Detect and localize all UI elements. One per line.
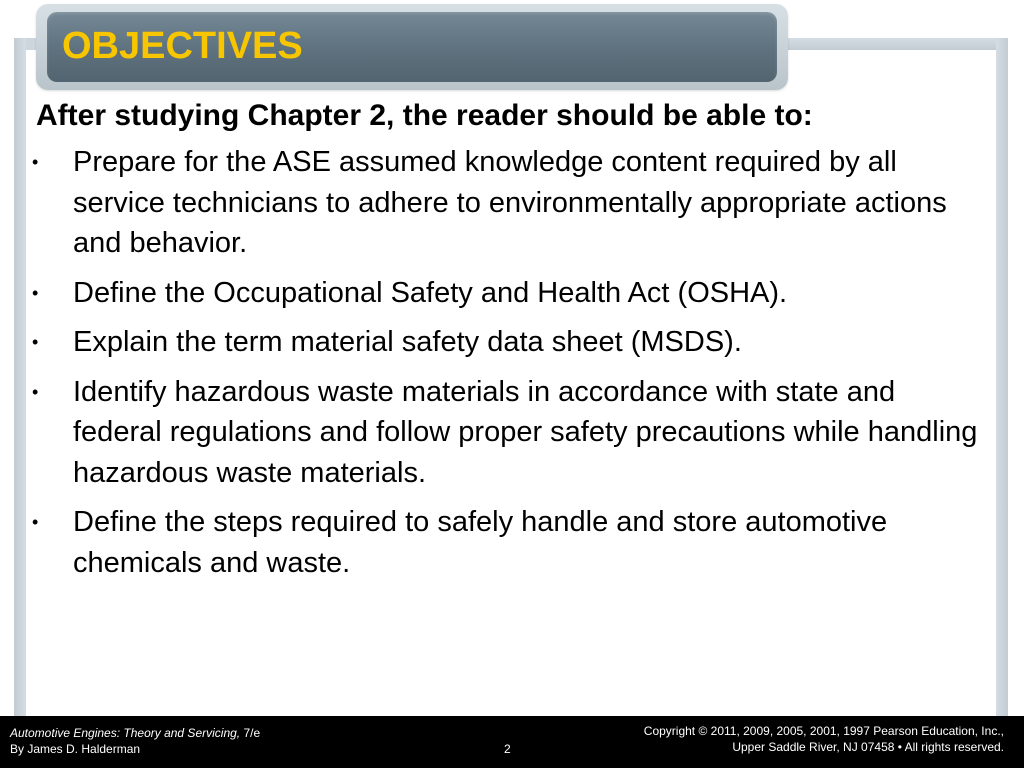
- bullet-icon: •: [32, 381, 39, 402]
- list-item: [32, 502, 991, 583]
- bullet-icon: •: [32, 282, 39, 303]
- book-author: By James D. Halderman: [10, 742, 141, 756]
- book-title-text: Automotive Engines: Theory and Servicing,: [10, 726, 241, 740]
- page-number: 2: [504, 742, 511, 756]
- bullet-icon: •: [32, 332, 39, 352]
- book-edition: 7/e: [240, 726, 261, 740]
- slide-footer: [0, 716, 1024, 768]
- objective-text: Explain the term material safety data sheet (MSDS).: [73, 326, 742, 358]
- frame-top-border: [778, 38, 1008, 50]
- list-item: [32, 142, 991, 264]
- slide-body: [32, 96, 991, 592]
- list-item: [32, 273, 991, 314]
- list-item: [32, 372, 991, 494]
- intro-text: After studying Chapter 2, the reader should be able to:: [36, 99, 813, 132]
- objectives-list: [32, 142, 991, 583]
- frame-left-border: [14, 38, 26, 718]
- slide-title: OBJECTIVES: [62, 25, 303, 67]
- copyright-line-2: Upper Saddle River, NJ 07458 • All rights reserved.: [732, 740, 1004, 754]
- list-item: [32, 322, 991, 363]
- bullet-icon: •: [32, 512, 39, 532]
- bullet-icon: •: [32, 152, 39, 172]
- book-title: [10, 725, 260, 741]
- objective-text: Define the steps required to safely handle and store automotive chemicals and waste.: [73, 506, 888, 579]
- frame-right-border: [996, 38, 1008, 718]
- copyright-line-1: Copyright © 2011, 2009, 2005, 2001, 1997 Pearson Education, Inc.,: [643, 724, 1004, 738]
- objective-text: Identify hazardous waste materials in accordance with state and federal regulations and follow proper safety precautions while handling hazardous waste materials.: [73, 375, 978, 489]
- copyright-notice: [644, 723, 1004, 755]
- objective-text: Define the Occupational Safety and Health Act (OSHA).: [73, 276, 788, 309]
- objective-text: Prepare for the ASE assumed knowledge content required by all service technicians to adhere to environmentally appropriate actions and behavior.: [73, 146, 947, 259]
